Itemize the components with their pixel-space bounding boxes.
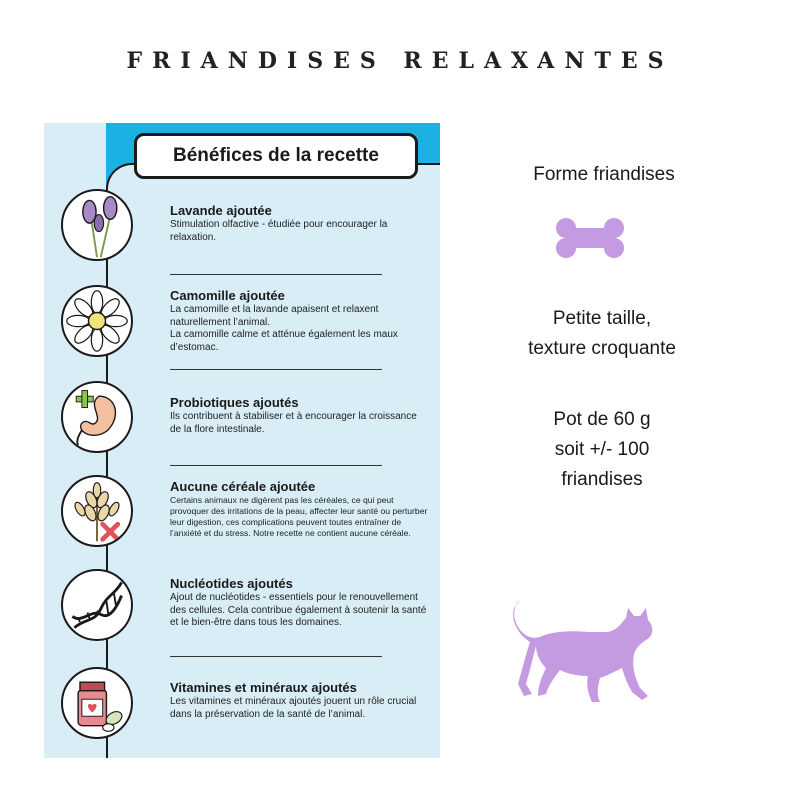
benefit-title: Lavande ajoutée <box>170 203 272 218</box>
benefit-item-lavender <box>170 203 430 244</box>
benefit-title: Vitamines et minéraux ajoutés <box>170 680 357 695</box>
panel-inner <box>106 163 440 758</box>
pot-description <box>472 405 732 495</box>
pot-line-2: soit +/- 100 <box>554 439 650 460</box>
benefit-text: Ajout de nucléotides - essentiels pour le renouvellement des cellules. Cela contribue également à soutenir la santé et le bien-être dans tous les domaines. <box>170 592 427 628</box>
benefits-panel <box>44 123 440 758</box>
page-title: FRIANDISES RELAXANTES <box>126 48 674 74</box>
size-line-2: texture croquante <box>528 338 676 359</box>
benefits-heading: Bénéfices de la recette <box>134 133 418 179</box>
size-line-1: Petite taille, <box>552 308 652 329</box>
benefit-title: Aucune céréale ajoutée <box>170 479 316 494</box>
bone-icon <box>554 216 626 260</box>
benefit-item-vitamins <box>170 680 430 721</box>
benefit-title: Probiotiques ajoutés <box>170 395 299 410</box>
pot-line-1: Pot de 60 g <box>553 409 651 430</box>
benefit-text: La camomille et la lavande apaisent et relaxent naturellement l’animal. La camomille calme et atténue également les maux d’estomac. <box>170 304 398 353</box>
benefit-text: Ils contribuent à stabiliser et à encourager la croissance de la flore intestinale. <box>170 411 417 435</box>
separator <box>170 369 382 370</box>
shape-label: Forme friandises <box>533 164 675 185</box>
separator <box>170 656 382 657</box>
benefit-text: Certains animaux ne digèrent pas les céréales, ce qui peut provoquer des irritations de la peau, affecter leur santé ou perturber leur digestion, ces complications peuvent toutes entraîner de l’anxiété et du stress. Notre recette ne contient aucune céréale. <box>170 495 428 538</box>
benefit-text: Les vitamines et minéraux ajoutés jouent un rôle crucial dans la préservation de la santé de l’animal. <box>170 696 417 720</box>
size-description <box>472 304 732 364</box>
benefit-title: Nucléotides ajoutés <box>170 576 293 591</box>
benefit-item-nucleotides <box>170 576 430 630</box>
separator <box>170 274 382 275</box>
no-grain-icon <box>61 475 133 547</box>
separator <box>170 465 382 466</box>
stomach-icon <box>61 381 133 453</box>
cat-silhouette-icon <box>508 596 668 706</box>
benefit-item-probiotics <box>170 395 430 436</box>
benefit-text: Stimulation olfactive - étudiée pour encourager la relaxation. <box>170 219 388 243</box>
lavender-icon <box>61 189 133 261</box>
pot-line-3: friandises <box>561 469 643 490</box>
benefit-item-no-grain <box>170 479 430 539</box>
dna-icon <box>61 569 133 641</box>
vitamin-jar-icon <box>61 667 133 739</box>
benefit-item-chamomile <box>170 288 430 354</box>
chamomile-icon <box>61 285 133 357</box>
benefit-title: Camomille ajoutée <box>170 288 285 303</box>
